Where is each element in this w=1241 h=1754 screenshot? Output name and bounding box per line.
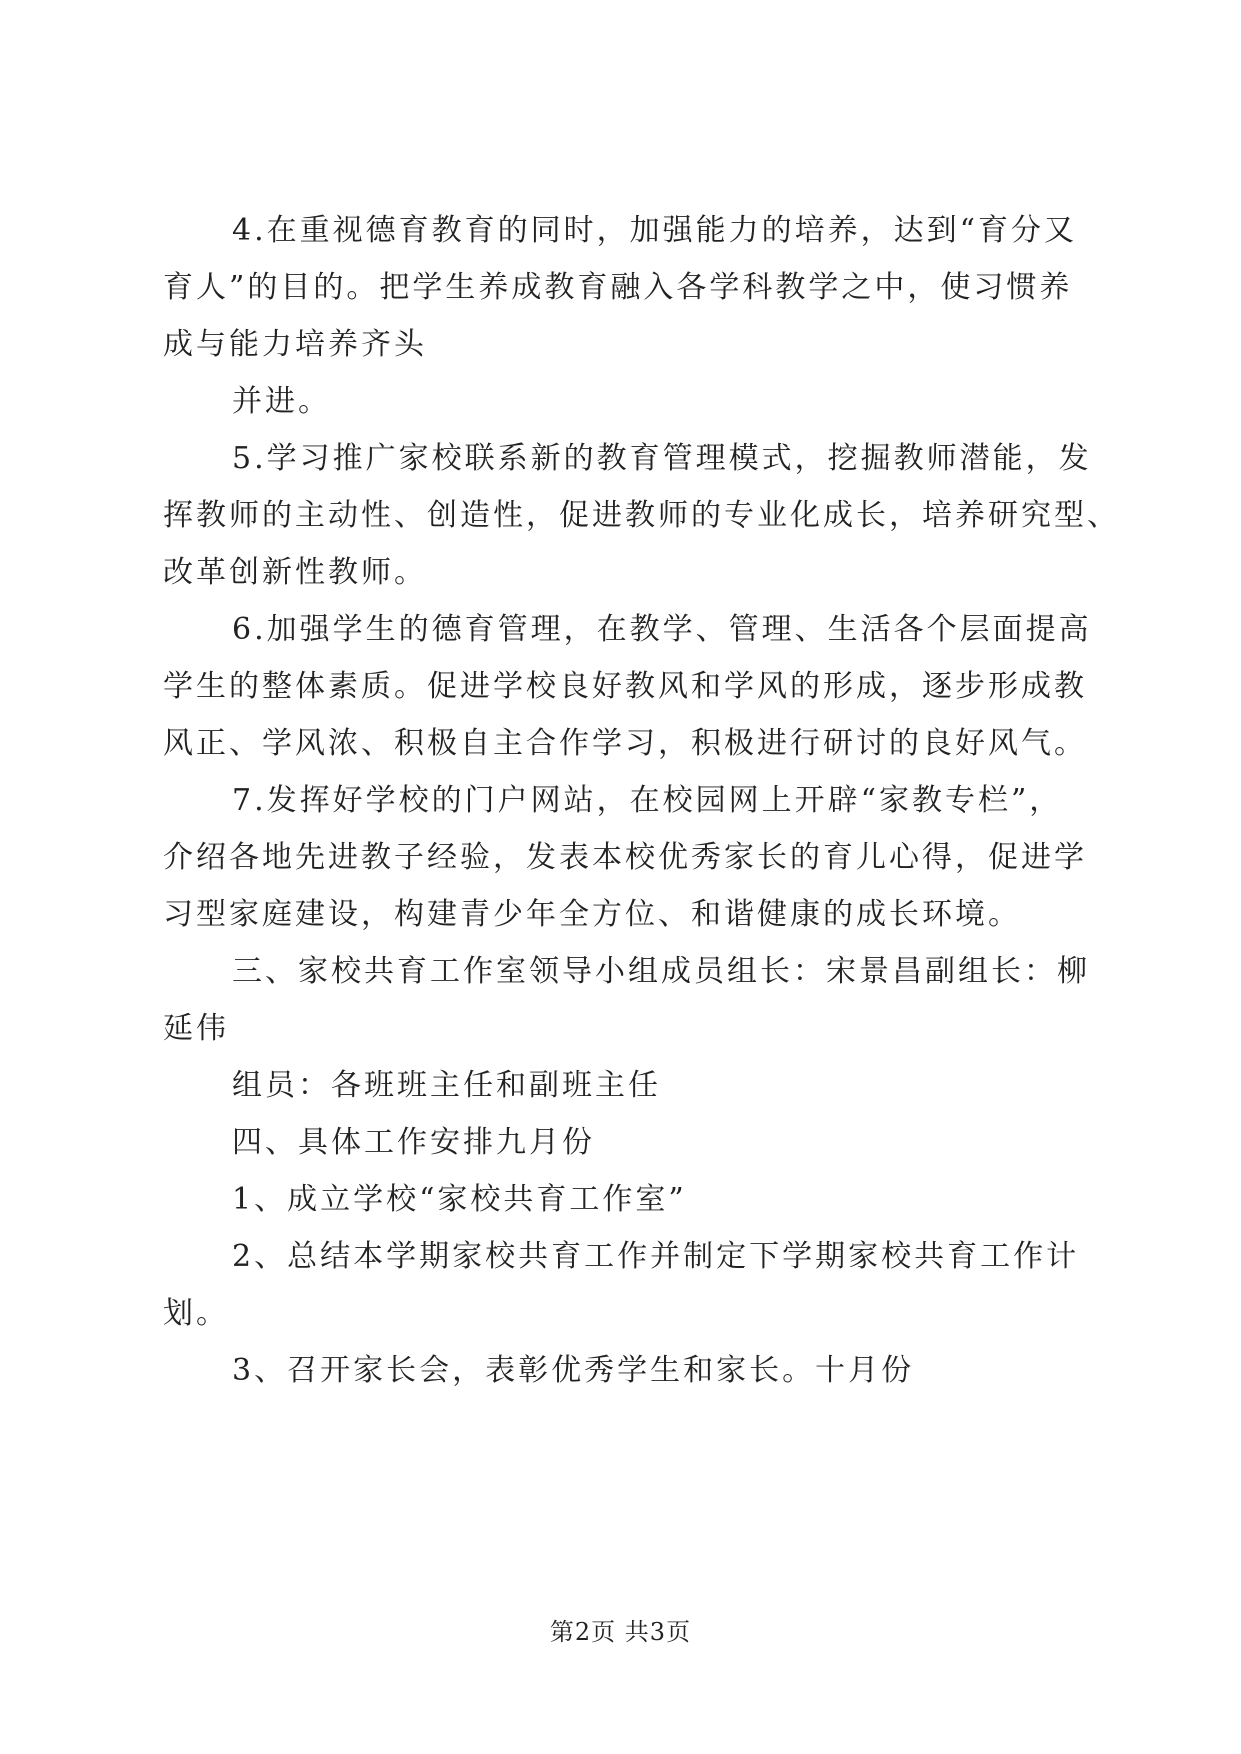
text-line: 6.加强学生的德育管理，在教学、管理、生活各个层面提高 <box>232 612 1092 647</box>
text-line: 3、召开家长会，表彰优秀学生和家长。十月份 <box>232 1353 915 1388</box>
text-line: 习型家庭建设，构建青少年全方位、和谐健康的成长环境。 <box>163 897 1021 932</box>
text-line: 挥教师的主动性、创造性，促进教师的专业化成长，培养研究型、 <box>163 498 1120 533</box>
text-line: 成与能力培养齐头 <box>163 327 427 362</box>
text-line: 4.在重视德育教育的同时，加强能力的培养，达到“育分又 <box>232 213 1077 248</box>
text-line: 三、家校共育工作室领导小组成员组长：宋景昌副组长：柳 <box>232 954 1090 989</box>
text-line: 划。 <box>163 1296 229 1331</box>
text-line: 2、总结本学期家校共育工作并制定下学期家校共育工作计 <box>232 1239 1080 1274</box>
page-footer: 第2页 共3页 <box>549 1618 692 1646</box>
text-line: 并进。 <box>232 384 331 419</box>
text-line: 7.发挥好学校的门户网站，在校园网上开辟“家教专栏”， <box>232 783 1063 818</box>
text-line: 学生的整体素质。促进学校良好教风和学风的形成，逐步形成教 <box>163 669 1087 704</box>
text-line: 介绍各地先进教子经验，发表本校优秀家长的育儿心得，促进学 <box>163 840 1087 875</box>
text-line: 四、具体工作安排九月份 <box>232 1125 595 1160</box>
text-line: 延伟 <box>163 1011 229 1046</box>
text-line: 组员：各班班主任和副班主任 <box>232 1068 661 1103</box>
text-line: 育人”的目的。把学生养成教育融入各学科教学之中，使习惯养 <box>163 270 1073 305</box>
text-line: 5.学习推广家校联系新的教育管理模式，挖掘教师潜能，发 <box>232 441 1092 476</box>
text-line: 改革创新性教师。 <box>163 555 427 590</box>
text-line: 风正、学风浓、积极自主合作学习，积极进行研讨的良好风气。 <box>163 726 1087 761</box>
text-line: 1、成立学校“家校共育工作室” <box>232 1182 687 1217</box>
